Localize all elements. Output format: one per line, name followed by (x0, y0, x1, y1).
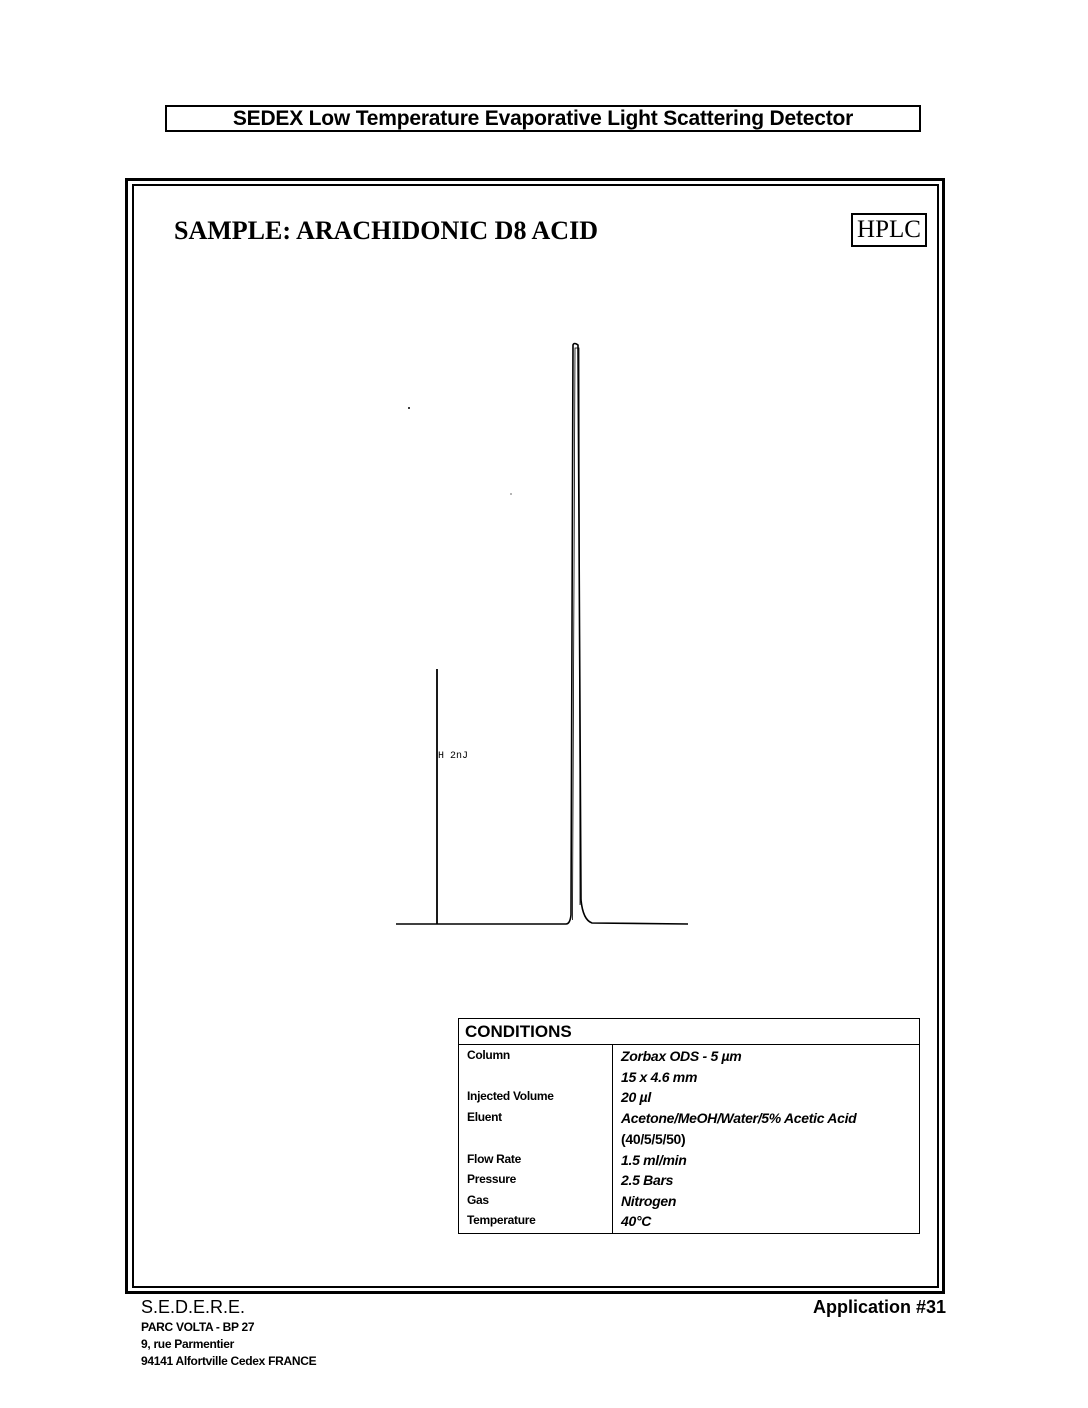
condition-label: Eluent (467, 1110, 502, 1124)
condition-label: Flow Rate (467, 1152, 521, 1166)
condition-row (459, 1110, 919, 1131)
condition-label: Injected Volume (467, 1089, 554, 1103)
company-name: S.E.D.E.R.E. (141, 1297, 246, 1317)
condition-label: Pressure (467, 1172, 516, 1186)
condition-row (459, 1069, 919, 1090)
speck-mark (510, 493, 511, 494)
condition-value: Zorbax ODS - 5 µm (621, 1048, 742, 1064)
technique-badge: HPLC (851, 213, 927, 247)
baseline-trace (396, 344, 688, 925)
conditions-heading: CONDITIONS (459, 1019, 919, 1045)
condition-label: Column (467, 1048, 510, 1062)
condition-row (459, 1172, 919, 1193)
document-title: SEDEX Low Temperature Evaporative Light Scattering Detector (165, 105, 921, 132)
injection-note: H 2nJ (438, 751, 469, 762)
conditions-table (458, 1018, 920, 1234)
condition-value: (40/5/5/50) (621, 1131, 686, 1147)
conditions-body (459, 1045, 919, 1233)
condition-row (459, 1131, 919, 1152)
address-line-2: 9, rue Parmentier (141, 1337, 234, 1351)
address-line-1: PARC VOLTA - BP 27 (141, 1320, 255, 1334)
condition-value: Acetone/MeOH/Water/5% Acetic Acid (621, 1110, 857, 1126)
sample-title: SAMPLE: ARACHIDONIC D8 ACID (174, 216, 598, 245)
condition-row (459, 1193, 919, 1214)
condition-label: Temperature (467, 1213, 536, 1227)
condition-value: 15 x 4.6 mm (621, 1069, 698, 1085)
application-number: Application #31 (812, 1297, 946, 1317)
condition-row (459, 1089, 919, 1110)
condition-label: Gas (467, 1193, 489, 1207)
condition-value: Nitrogen (621, 1193, 677, 1209)
condition-row (459, 1213, 919, 1234)
condition-row (459, 1048, 919, 1069)
speck-mark (408, 407, 410, 409)
address-line-3: 94141 Alfortville Cedex FRANCE (141, 1354, 317, 1368)
condition-value: 20 µl (621, 1089, 651, 1105)
condition-value: 40°C (621, 1213, 652, 1229)
condition-value: 1.5 ml/min (621, 1152, 687, 1168)
condition-row (459, 1152, 919, 1173)
condition-value: 2.5 Bars (621, 1172, 674, 1188)
